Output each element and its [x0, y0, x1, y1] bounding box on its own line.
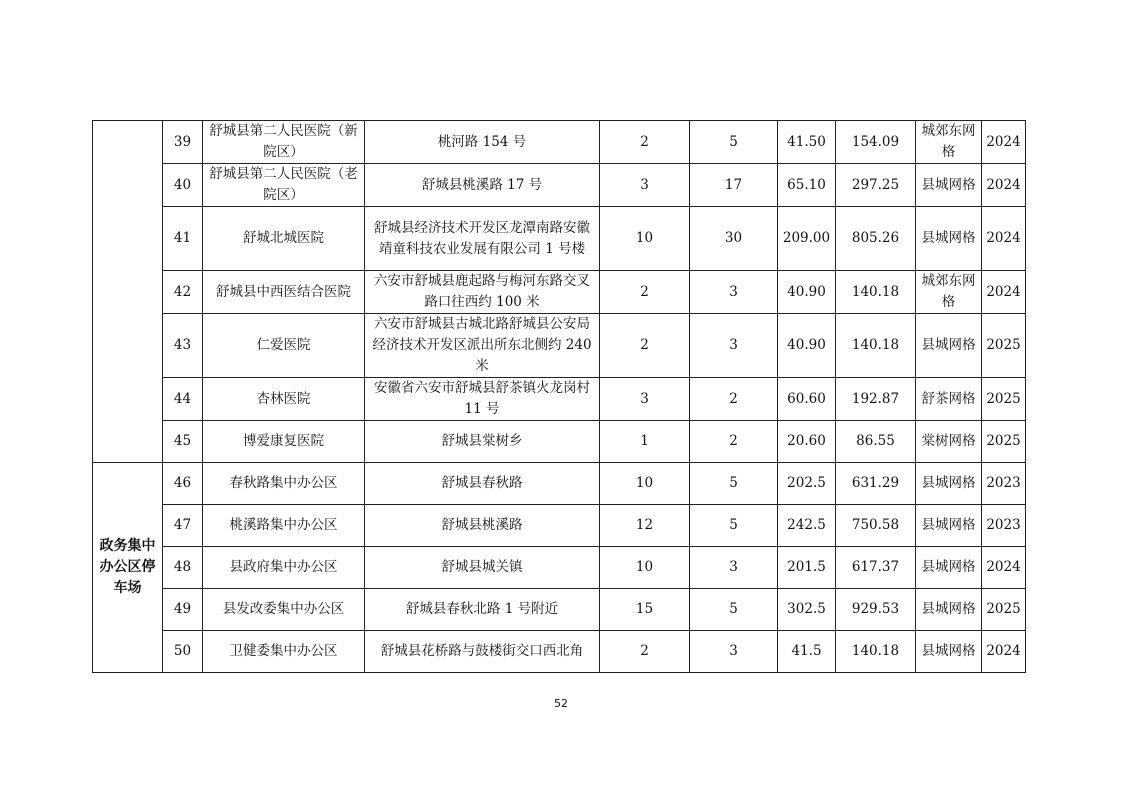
year-cell: 2024 — [982, 631, 1026, 673]
value-cell: 2 — [600, 314, 690, 378]
row-number: 48 — [163, 547, 203, 589]
facility-address: 安徽省六安市舒城县舒茶镇火龙岗村 11 号 — [365, 378, 600, 421]
grid-cell: 县城网格 — [916, 207, 982, 271]
value-cell: 154.09 — [836, 121, 916, 164]
grid-cell: 县城网格 — [916, 505, 982, 547]
value-cell: 5 — [690, 589, 778, 631]
year-cell: 2025 — [982, 589, 1026, 631]
value-cell: 192.87 — [836, 378, 916, 421]
row-number: 45 — [163, 421, 203, 463]
value-cell: 805.26 — [836, 207, 916, 271]
facility-address: 舒城县经济技术开发区龙潭南路安徽靖童科技农业发展有限公司 1 号楼 — [365, 207, 600, 271]
grid-cell: 县城网格 — [916, 314, 982, 378]
value-cell: 5 — [690, 463, 778, 505]
facility-address: 舒城县城关镇 — [365, 547, 600, 589]
category-cell: 政务集中办公区停车场 — [93, 463, 163, 673]
value-cell: 41.50 — [778, 121, 836, 164]
parking-table — [92, 120, 1026, 673]
grid-cell: 县城网格 — [916, 631, 982, 673]
facility-address: 舒城县桃溪路 — [365, 505, 600, 547]
value-cell: 41.5 — [778, 631, 836, 673]
facility-address: 舒城县桃溪路 17 号 — [365, 164, 600, 207]
table-row — [93, 631, 1026, 673]
grid-cell: 城郊东网格 — [916, 271, 982, 314]
grid-cell: 县城网格 — [916, 164, 982, 207]
table-row — [93, 271, 1026, 314]
year-cell: 2024 — [982, 164, 1026, 207]
value-cell: 3 — [600, 164, 690, 207]
value-cell: 242.5 — [778, 505, 836, 547]
facility-address: 舒城县春秋北路 1 号附近 — [365, 589, 600, 631]
facility-name: 春秋路集中办公区 — [203, 463, 365, 505]
grid-cell: 县城网格 — [916, 589, 982, 631]
value-cell: 60.60 — [778, 378, 836, 421]
grid-cell: 棠树网格 — [916, 421, 982, 463]
grid-cell: 县城网格 — [916, 463, 982, 505]
table-row — [93, 207, 1026, 271]
value-cell: 2 — [600, 121, 690, 164]
facility-name: 舒城县中西医结合医院 — [203, 271, 365, 314]
table-row — [93, 463, 1026, 505]
row-number: 44 — [163, 378, 203, 421]
row-number: 46 — [163, 463, 203, 505]
year-cell: 2023 — [982, 505, 1026, 547]
table-row — [93, 589, 1026, 631]
value-cell: 140.18 — [836, 314, 916, 378]
value-cell: 12 — [600, 505, 690, 547]
facility-address: 舒城县花桥路与鼓楼街交口西北角 — [365, 631, 600, 673]
value-cell: 929.53 — [836, 589, 916, 631]
value-cell: 10 — [600, 207, 690, 271]
value-cell: 3 — [690, 631, 778, 673]
year-cell: 2024 — [982, 547, 1026, 589]
row-number: 49 — [163, 589, 203, 631]
value-cell: 2 — [600, 271, 690, 314]
value-cell: 201.5 — [778, 547, 836, 589]
value-cell: 86.55 — [836, 421, 916, 463]
value-cell: 3 — [600, 378, 690, 421]
grid-cell: 县城网格 — [916, 547, 982, 589]
value-cell: 40.90 — [778, 314, 836, 378]
year-cell: 2024 — [982, 271, 1026, 314]
value-cell: 631.29 — [836, 463, 916, 505]
value-cell: 3 — [690, 271, 778, 314]
value-cell: 15 — [600, 589, 690, 631]
year-cell: 2025 — [982, 378, 1026, 421]
value-cell: 10 — [600, 463, 690, 505]
value-cell: 65.10 — [778, 164, 836, 207]
table-row — [93, 164, 1026, 207]
table-row — [93, 121, 1026, 164]
facility-name: 杏林医院 — [203, 378, 365, 421]
value-cell: 302.5 — [778, 589, 836, 631]
value-cell: 202.5 — [778, 463, 836, 505]
facility-name: 舒城县第二人民医院（老院区） — [203, 164, 365, 207]
value-cell: 2 — [690, 421, 778, 463]
value-cell: 40.90 — [778, 271, 836, 314]
row-number: 43 — [163, 314, 203, 378]
value-cell: 209.00 — [778, 207, 836, 271]
year-cell: 2025 — [982, 421, 1026, 463]
facility-name: 舒城县第二人民医院（新院区） — [203, 121, 365, 164]
value-cell: 10 — [600, 547, 690, 589]
row-number: 50 — [163, 631, 203, 673]
grid-cell: 城郊东网格 — [916, 121, 982, 164]
facility-name: 桃溪路集中办公区 — [203, 505, 365, 547]
year-cell: 2024 — [982, 207, 1026, 271]
row-number: 41 — [163, 207, 203, 271]
table-row — [93, 421, 1026, 463]
value-cell: 3 — [690, 314, 778, 378]
row-number: 39 — [163, 121, 203, 164]
value-cell: 3 — [690, 547, 778, 589]
category-cell — [93, 121, 163, 463]
value-cell: 750.58 — [836, 505, 916, 547]
facility-address: 六安市舒城县鹿起路与梅河东路交叉路口往西约 100 米 — [365, 271, 600, 314]
year-cell: 2024 — [982, 121, 1026, 164]
value-cell: 20.60 — [778, 421, 836, 463]
value-cell: 140.18 — [836, 631, 916, 673]
year-cell: 2023 — [982, 463, 1026, 505]
value-cell: 617.37 — [836, 547, 916, 589]
facility-name: 仁爱医院 — [203, 314, 365, 378]
value-cell: 1 — [600, 421, 690, 463]
facility-name: 县发改委集中办公区 — [203, 589, 365, 631]
value-cell: 2 — [600, 631, 690, 673]
value-cell: 5 — [690, 121, 778, 164]
facility-name: 县政府集中办公区 — [203, 547, 365, 589]
row-number: 42 — [163, 271, 203, 314]
facility-address: 桃河路 154 号 — [365, 121, 600, 164]
table-row — [93, 314, 1026, 378]
value-cell: 17 — [690, 164, 778, 207]
row-number: 47 — [163, 505, 203, 547]
facility-address: 六安市舒城县古城北路舒城县公安局经济技术开发区派出所东北侧约 240 米 — [365, 314, 600, 378]
page-number: 52 — [554, 697, 568, 710]
facility-name: 卫健委集中办公区 — [203, 631, 365, 673]
facility-address: 舒城县春秋路 — [365, 463, 600, 505]
value-cell: 30 — [690, 207, 778, 271]
value-cell: 2 — [690, 378, 778, 421]
value-cell: 140.18 — [836, 271, 916, 314]
table-row — [93, 505, 1026, 547]
value-cell: 5 — [690, 505, 778, 547]
row-number: 40 — [163, 164, 203, 207]
value-cell: 297.25 — [836, 164, 916, 207]
grid-cell: 舒茶网格 — [916, 378, 982, 421]
year-cell: 2025 — [982, 314, 1026, 378]
facility-name: 舒城北城医院 — [203, 207, 365, 271]
table-row — [93, 547, 1026, 589]
facility-name: 博爱康复医院 — [203, 421, 365, 463]
table-row — [93, 378, 1026, 421]
facility-address: 舒城县棠树乡 — [365, 421, 600, 463]
